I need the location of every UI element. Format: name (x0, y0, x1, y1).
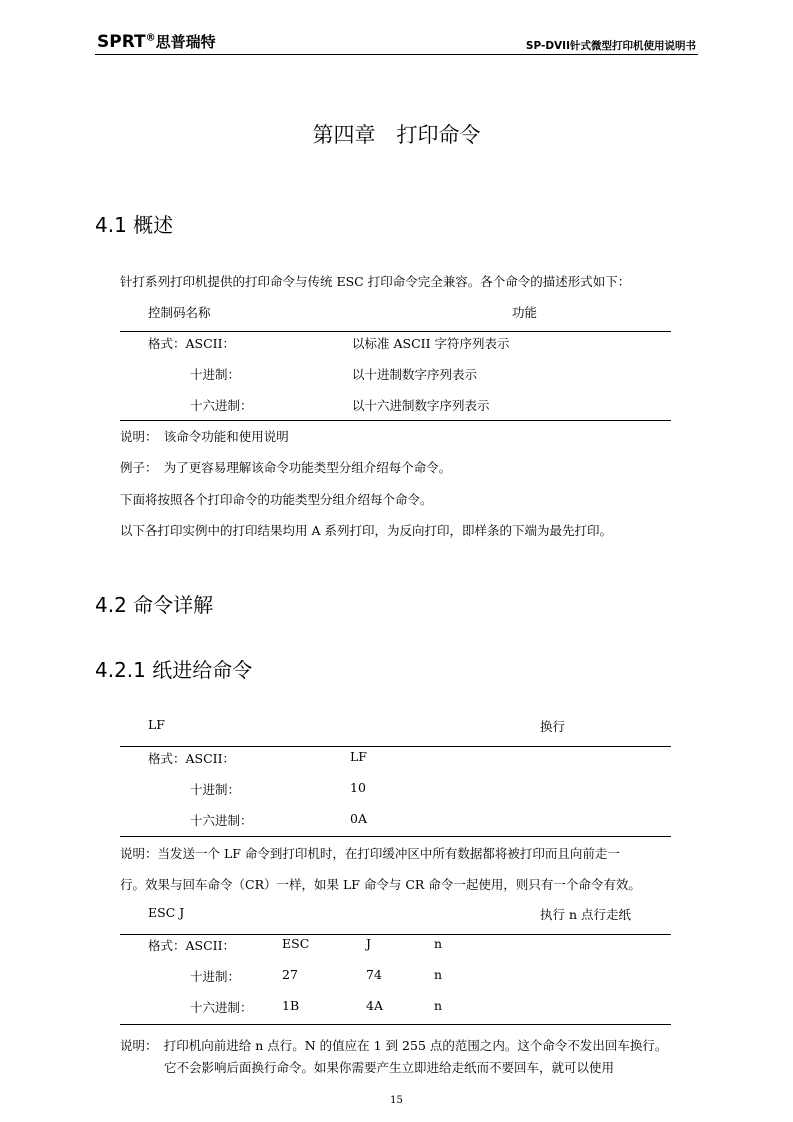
escj-table-top-rule (120, 934, 671, 935)
table-bottom-rule (120, 420, 671, 421)
lf-command-name: LF (148, 717, 165, 732)
table-header-function: 功能 (512, 305, 538, 320)
escj-hex-value-2: 4A (366, 998, 383, 1013)
table-header-name: 控制码名称 (148, 305, 211, 320)
lf-ascii-label: 格式：ASCII： (148, 751, 236, 766)
format-row-decimal-label: 十进制： (190, 367, 241, 382)
header-divider (95, 54, 698, 55)
table-top-rule (120, 331, 671, 332)
format-row-ascii-label: 格式：ASCII： (148, 336, 236, 351)
escj-hex-value-3: n (434, 998, 443, 1013)
page-number: 15 (390, 1095, 403, 1106)
escj-ascii-label: 格式：ASCII： (148, 938, 236, 953)
lf-ascii-value: LF (350, 749, 367, 764)
escj-ascii-value-3: n (434, 936, 443, 951)
lf-description-line-1: 说明：当发送一个 LF 命令到打印机时，在打印缓冲区中所有数据都将被打印而且向前走一 (120, 846, 620, 861)
description-line: 说明： 该命令功能和使用说明 (120, 429, 289, 444)
logo-chinese: 思普瑞特 (155, 33, 216, 51)
logo-text: SPRT (97, 32, 146, 52)
escj-table-bottom-rule (120, 1024, 671, 1025)
body-line-1: 下面将按照各个打印命令的功能类型分组介绍每个命令。 (120, 492, 433, 507)
lf-hex-value: 0A (350, 811, 367, 826)
format-row-ascii-value: 以标准 ASCII 字符序列表示 (352, 336, 510, 351)
section-4-1-title: 4.1 概述 (95, 213, 174, 237)
escj-command-name: ESC J (148, 905, 185, 920)
escj-command-function: 执行 n 点行走纸 (540, 907, 631, 922)
escj-ascii-value-1: ESC (282, 936, 310, 951)
section-4-1-intro: 针打系列打印机提供的打印命令与传统 ESC 打印命令完全兼容。各个命令的描述形式如下： (120, 274, 631, 289)
escj-hex-value-1: 1B (282, 998, 300, 1013)
body-line-2: 以下各打印实例中的打印结果均用 A 系列打印，为反向打印，即样条的下端为最先打印。 (120, 523, 612, 538)
escj-hex-label: 十六进制： (190, 1000, 253, 1015)
section-4-2-1-title: 4.2.1 纸进给命令 (95, 658, 253, 682)
section-4-2-title: 4.2 命令详解 (95, 593, 214, 617)
format-row-decimal-value: 以十进制数字序列表示 (352, 367, 478, 382)
format-row-hex-value: 以十六进制数字序列表示 (352, 398, 490, 413)
escj-decimal-value-2: 74 (366, 967, 382, 982)
lf-description-line-2: 行。效果与回车命令（CR）一样，如果 LF 命令与 CR 命令一起使用，则只有一个命令有效。 (120, 877, 641, 892)
format-row-hex-label: 十六进制： (190, 398, 253, 413)
lf-table-bottom-rule (120, 836, 671, 837)
escj-decimal-value-3: n (434, 967, 443, 982)
example-line: 例子： 为了更容易理解该命令功能类型分组介绍每个命令。 (120, 460, 452, 475)
escj-description-line-2: 它不会影响后面换行命令。如果你需要产生立即进给走纸而不要回车，就可以使用 (164, 1060, 615, 1075)
escj-decimal-label: 十进制： (190, 969, 241, 984)
chapter-title: 第四章 打印命令 (312, 123, 481, 147)
header-document-title: SP-DVII针式微型打印机使用说明书 (525, 40, 696, 52)
header-logo (97, 31, 216, 52)
escj-decimal-value-1: 27 (282, 967, 298, 982)
lf-hex-label: 十六进制： (190, 813, 253, 828)
escj-ascii-value-2: J (366, 936, 372, 951)
lf-table-top-rule (120, 746, 671, 747)
lf-decimal-label: 十进制： (190, 782, 241, 797)
lf-command-function: 换行 (540, 719, 566, 734)
registered-mark: ® (145, 32, 156, 44)
lf-decimal-value: 10 (350, 780, 366, 795)
escj-description-line-1: 说明： 打印机向前进给 n 点行。N 的值应在 1 到 255 点的范围之内。这个命令不发出回车换行。 (120, 1038, 668, 1053)
